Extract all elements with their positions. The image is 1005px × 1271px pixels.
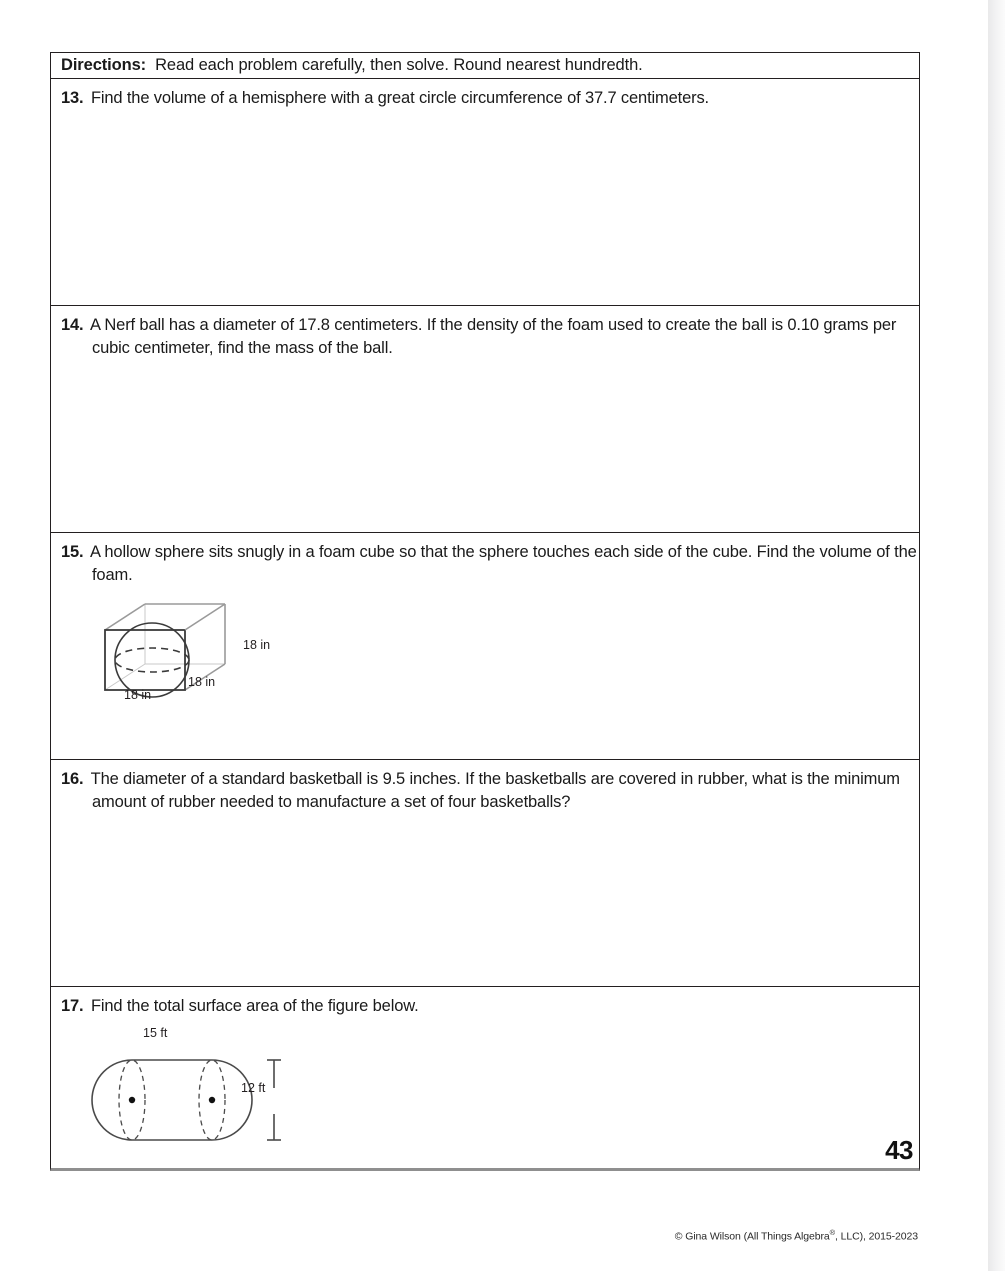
problem-13-text: Find the volume of a hemisphere with a great circle circumference of 37.7 centimeters. (90, 89, 709, 107)
directions-row (51, 53, 919, 79)
problem-16-number: 16. (61, 770, 84, 788)
registered-trademark-icon: ® (829, 1228, 836, 1237)
copyright-notice (50, 1228, 918, 1243)
capsule-label-right: 12 ft (241, 1081, 266, 1096)
directions-label: Directions: (61, 56, 147, 74)
problem-16 (61, 768, 919, 815)
capsule-height-dimension (267, 1060, 281, 1140)
cube-edge-connector (185, 604, 225, 630)
problem-17-number: 17. (61, 997, 84, 1015)
capsule-drawing (69, 1032, 349, 1162)
capsule-label-top: 15 ft (143, 1026, 168, 1041)
page-number: 43 (885, 1135, 913, 1165)
problems-table (50, 52, 920, 1171)
copyright-prefix: © Gina Wilson (All Things Algebra (674, 1230, 830, 1243)
problem-17 (61, 995, 919, 1018)
problem-14 (61, 314, 919, 361)
scan-edge-strip (988, 0, 1005, 1271)
capsule-right-center-dot (209, 1097, 215, 1103)
problem-15 (61, 541, 919, 588)
problem-14-body (61, 314, 919, 361)
capsule-left-center-dot (129, 1097, 135, 1103)
problem-16-body (61, 768, 919, 815)
directions-text (61, 56, 919, 75)
problem-row-15 (51, 533, 919, 760)
problem-row-13 (51, 79, 919, 306)
problem-15-text: A hollow sphere sits snugly in a foam cube so that the sphere touches each side of the cube. Find the volume of the foam. (90, 543, 917, 585)
problem-17-text: Find the total surface area of the figure below. (90, 997, 419, 1015)
problem-13 (61, 87, 919, 110)
problem-13-number: 13. (61, 89, 84, 107)
figure-cube-with-sphere (61, 588, 919, 718)
problem-15-body (61, 541, 919, 588)
problem-16-text: The diameter of a standard basketball is 9.5 inches. If the basketballs are covered in rubber, what is the minimum amount of rubber needed to manufacture a set of four basketballs? (90, 770, 900, 812)
capsule-outline (92, 1060, 252, 1140)
sphere-equator-dashed (115, 648, 189, 672)
problem-14-number: 14. (61, 316, 84, 334)
cube-sphere-drawing (89, 598, 349, 728)
cube-label-right: 18 in (243, 637, 271, 652)
cube-label-bottom-left: 18 in (124, 687, 152, 702)
problem-row-17 (51, 987, 919, 1168)
cube-label-bottom-right: 18 in (188, 674, 216, 689)
problem-13-body (61, 87, 919, 110)
problem-row-14 (51, 306, 919, 533)
figure-capsule (61, 1018, 919, 1148)
inscribed-sphere-outline (115, 623, 189, 697)
directions-body: Read each problem carefully, then solve. Round nearest hundredth. (155, 56, 643, 74)
problem-14-text: A Nerf ball has a diameter of 17.8 centimeters. If the density of the foam used to create the ball is 0.10 grams per cubic centimeter, find the mass of the ball. (90, 316, 897, 358)
problem-15-number: 15. (61, 543, 84, 561)
copyright-suffix: , LLC), 2015-2023 (835, 1230, 918, 1243)
problem-17-body (61, 995, 919, 1018)
problem-row-16 (51, 760, 919, 987)
